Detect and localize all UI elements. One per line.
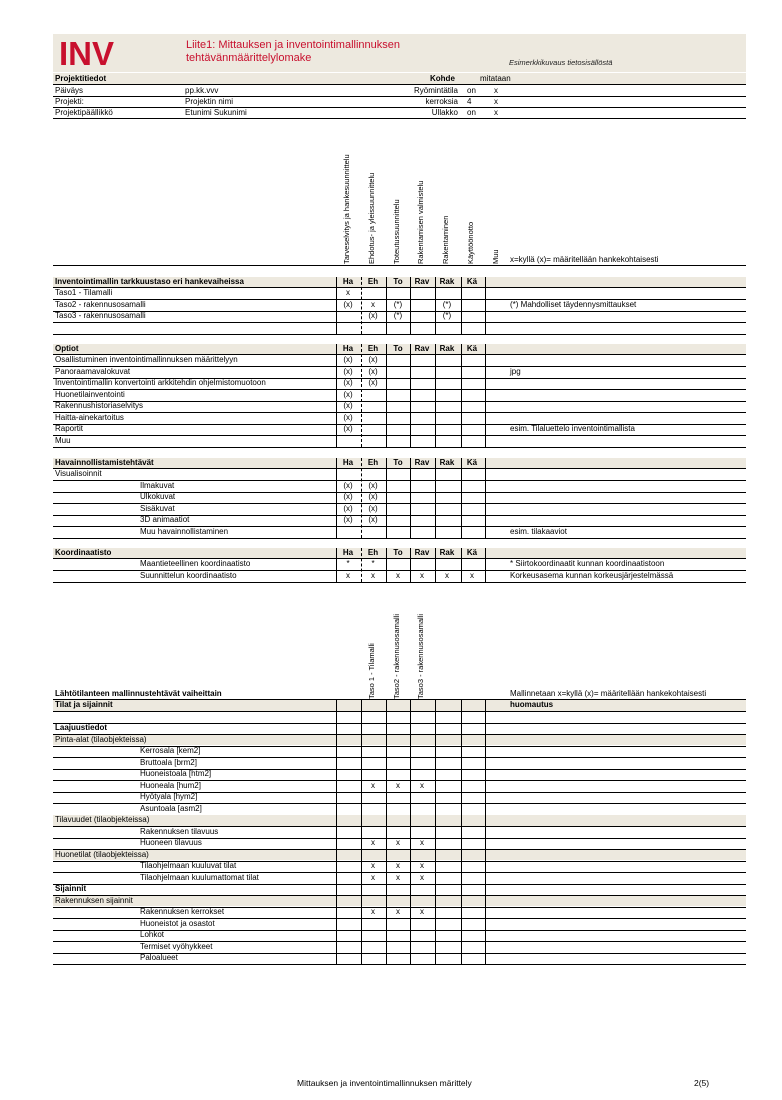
cell-mark: (x) — [368, 503, 378, 513]
cell-mark: x — [371, 907, 375, 916]
column-rule — [435, 458, 436, 538]
phase-header-rotated: Ehdotus- ja yleissuunnittelu — [367, 172, 376, 264]
row-label: Visualisoinnit — [55, 469, 102, 478]
row-label: Laajuustiedot — [55, 723, 108, 732]
column-rule — [485, 344, 486, 447]
cell-mark: x — [371, 838, 375, 847]
row-rule — [53, 401, 746, 402]
row-label: Haitta-ainekartoitus — [55, 412, 124, 422]
cell-mark: x — [396, 861, 400, 870]
column-header: Eh — [367, 458, 379, 467]
row-note: * Siirtokoordinaatit kunnan koordinaatistoon — [510, 559, 665, 568]
cell-mark: (*) — [393, 311, 403, 320]
row-rule — [53, 334, 746, 335]
column-rule — [386, 458, 387, 538]
cell-mark: x — [420, 907, 424, 916]
cell-mark: (x) — [368, 311, 378, 320]
column-rule — [336, 344, 337, 447]
row-label: Asuntoala [asm2] — [140, 803, 202, 813]
cell-mark: (x) — [368, 480, 378, 490]
row-label: Lohkot — [140, 930, 165, 939]
column-rule — [361, 699, 362, 965]
row-label: 3D animaatiot — [140, 515, 190, 524]
column-rule — [410, 344, 411, 447]
cell-mark: x — [396, 570, 400, 580]
row-label: Muu havainnollistaminen — [140, 526, 229, 536]
row-rule — [53, 884, 746, 885]
column-rule — [386, 548, 387, 582]
row-note: jpg — [510, 366, 521, 376]
row-label: Huoneistoala [htm2] — [140, 769, 212, 778]
column-rule — [461, 458, 462, 538]
section-band — [53, 700, 746, 711]
section-note: Mallinnetaan x=kyllä (x)= määritellään hankekohtaisesti — [510, 689, 707, 698]
dashed-column-rule — [361, 458, 362, 538]
dashed-column-rule — [361, 344, 362, 447]
column-header: Kä — [466, 344, 478, 353]
column-header: To — [393, 458, 403, 467]
section-title: Lähtötilanteen mallinnustehtävät vaiheittain — [55, 689, 222, 698]
column-rule — [461, 548, 462, 582]
cell-mark: x — [420, 570, 424, 580]
level-header-rotated: Taso3 - rakennusosamalli — [416, 613, 425, 699]
row-note: Korkeusasema kunnan korkeusjärjestelmässä — [510, 570, 674, 580]
row-label: Sijainnit — [55, 884, 87, 893]
cell-mark: (*) — [442, 311, 452, 320]
section-title: Koordinaatisto — [55, 548, 112, 557]
project-field-label: Päiväys — [55, 86, 84, 95]
column-header: Rav — [414, 277, 430, 286]
row-label: Osallistuminen inventointimallinnuksen määrittelyyn — [55, 355, 238, 364]
section-band — [53, 850, 746, 861]
project-heading-band — [53, 73, 746, 84]
phase-header-rotated: Muu — [491, 249, 500, 264]
row-label: Ulkokuvat — [140, 492, 176, 501]
phase-header-rotated: Rakentamisen valmistelu — [416, 180, 425, 264]
phase-header-rotated: Tarveselvitys ja hankesuunnittelu — [342, 154, 351, 264]
row-label: Tilaohjelmaan kuulumattomat tilat — [140, 872, 259, 882]
cell-mark: (x) — [343, 492, 353, 501]
row-label: Huoneistot ja osastot — [140, 918, 215, 928]
row-label: Ilmakuvat — [140, 480, 175, 490]
phase-header-rotated: Rakentaminen — [441, 215, 450, 264]
cell-mark: x — [371, 570, 375, 580]
column-header: Rak — [439, 277, 455, 286]
column-header: To — [393, 277, 403, 286]
column-header: Ha — [342, 277, 354, 286]
column-rule — [386, 699, 387, 965]
cell-mark: * — [346, 559, 350, 568]
project-field-value: pp.kk.vvv — [185, 86, 219, 95]
project-rule — [53, 118, 746, 119]
section-title: Havainnollistamistehtävät — [55, 458, 154, 467]
kohde-label: Kohde — [430, 74, 455, 83]
section-title: Optiot — [55, 344, 79, 353]
row-label: Rakennuksen kerrokset — [140, 907, 225, 916]
cell-mark: (x) — [368, 492, 378, 501]
column-rule — [435, 548, 436, 582]
cell-mark: x — [371, 780, 375, 790]
project-rule — [53, 84, 746, 85]
cell-mark: (x) — [343, 412, 353, 422]
cell-mark: (x) — [368, 515, 378, 524]
column-rule — [336, 458, 337, 538]
row-label: Taso2 - rakennusosamalli — [55, 299, 146, 309]
row-rule — [53, 435, 746, 436]
cell-mark: * — [371, 559, 375, 568]
header-rule — [53, 265, 746, 266]
project-heading: Projektitiedot — [55, 74, 107, 83]
cell-mark: x — [371, 861, 375, 870]
page-number: 2(5) — [694, 1078, 710, 1088]
example-caption: Esimerkkikuvaus tietosisällöstä — [509, 58, 613, 67]
project-x-mark: x — [494, 86, 498, 95]
row-note: huomautus — [510, 700, 554, 709]
column-rule — [336, 277, 337, 334]
cell-mark: (x) — [343, 389, 353, 399]
row-rule — [53, 424, 746, 425]
column-rule — [461, 277, 462, 334]
column-rule — [410, 277, 411, 334]
project-field-label: Projekti: — [55, 97, 84, 106]
column-rule — [435, 344, 436, 447]
cell-mark: (x) — [343, 503, 353, 513]
row-rule — [53, 964, 746, 965]
column-header: To — [393, 344, 403, 353]
row-note: esim. tilakaaviot — [510, 526, 567, 536]
cell-mark: (x) — [343, 366, 353, 376]
column-header: Kä — [466, 277, 478, 286]
column-header: Ha — [342, 548, 354, 557]
project-right-label: kerroksia — [425, 97, 458, 106]
cell-mark: x — [371, 872, 375, 882]
mitataan-label: mitataan — [480, 74, 511, 83]
column-header: Eh — [367, 344, 379, 353]
column-header: Ha — [342, 344, 354, 353]
row-label: Rakennushistoriaselvitys — [55, 401, 144, 410]
column-header: Rak — [439, 548, 455, 557]
section-rule — [53, 468, 746, 469]
row-rule — [53, 538, 746, 539]
cell-mark: (x) — [343, 424, 353, 433]
cell-mark: x — [346, 288, 350, 297]
row-label: Huonetilainventointi — [55, 389, 125, 399]
column-rule — [485, 548, 486, 582]
column-rule — [336, 548, 337, 582]
column-rule — [410, 699, 411, 965]
row-label: Taso1 - Tilamalli — [55, 288, 113, 297]
column-rule — [485, 458, 486, 538]
row-label: Sisäkuvat — [140, 503, 175, 513]
cell-mark: (x) — [368, 366, 378, 376]
cell-mark: x — [420, 861, 424, 870]
column-rule — [386, 277, 387, 334]
row-label: Tilaohjelmaan kuuluvat tilat — [140, 861, 237, 870]
row-label: Bruttoala [brm2] — [140, 757, 197, 767]
project-right-label: Ullakko — [431, 108, 458, 117]
inv-logo: INV — [59, 35, 115, 72]
row-label: Raportit — [55, 424, 84, 433]
title-line-2: tehtävänmäärittelylomake — [186, 52, 312, 64]
project-on-value: on — [467, 86, 476, 95]
cell-mark: (x) — [368, 378, 378, 387]
level-header-rotated: Taso2 - rakennusosamalli — [392, 613, 401, 699]
title-line-1: Liite1: Mittauksen ja inventointimallinnuksen — [186, 39, 401, 51]
column-rule — [485, 277, 486, 334]
row-rule — [53, 447, 746, 448]
footer-title: Mittauksen ja inventointimallinnuksen märittely — [297, 1078, 472, 1088]
cell-mark: (x) — [343, 299, 353, 309]
section-title: Inventointimallin tarkkuustaso eri hankevaiheissa — [55, 277, 244, 286]
column-rule — [485, 699, 486, 965]
phase-note: x=kyllä (x)= määritellään hankekohtaisesti — [510, 255, 659, 264]
row-note: (*) Mahdolliset täydennysmittaukset — [510, 299, 637, 309]
cell-mark: (*) — [393, 299, 403, 309]
project-field-label: Projektipäällikkö — [55, 108, 113, 117]
column-header: Rak — [439, 458, 455, 467]
column-header: Ha — [342, 458, 354, 467]
row-label: Rakennuksen sijainnit — [55, 895, 133, 905]
project-field-value: Projektin nimi — [185, 97, 234, 106]
column-header: Eh — [367, 277, 379, 286]
row-label: Pinta-alat (tilaobjekteissa) — [55, 734, 147, 744]
project-x-mark: x — [494, 97, 498, 106]
section-band — [53, 735, 746, 746]
column-rule — [435, 699, 436, 965]
column-rule — [386, 344, 387, 447]
cell-mark: (x) — [343, 378, 353, 387]
row-label: Rakennuksen tilavuus — [140, 826, 219, 836]
column-rule — [461, 699, 462, 965]
cell-mark: x — [420, 838, 424, 847]
row-rule — [53, 711, 746, 712]
row-rule — [53, 322, 746, 323]
row-label: Termiset vyöhykkeet — [140, 941, 213, 951]
column-rule — [410, 548, 411, 582]
cell-mark: x — [396, 838, 400, 847]
row-label: Hyötyala [hym2] — [140, 792, 198, 801]
cell-mark: x — [396, 907, 400, 916]
row-rule — [53, 366, 746, 367]
cell-mark: (x) — [343, 480, 353, 490]
column-rule — [336, 699, 337, 965]
project-right-label: Ryömintätila — [413, 86, 458, 95]
row-label: Maantieteellinen koordinaatisto — [140, 559, 251, 568]
column-rule — [461, 344, 462, 447]
row-rule — [53, 723, 746, 724]
phase-header-rotated: Käyttöönotto — [466, 221, 475, 264]
row-label: Huoneala [hum2] — [140, 780, 201, 790]
document-header — [53, 34, 746, 72]
dashed-column-rule — [361, 277, 362, 334]
column-header: Rav — [414, 344, 430, 353]
row-label: Inventointimallin konvertointi arkkitehdin ohjelmistomuotoon — [55, 378, 266, 387]
document-title — [186, 39, 486, 65]
row-label: Huoneen tilavuus — [140, 838, 202, 847]
section-band — [53, 815, 746, 826]
row-rule — [53, 389, 746, 390]
column-header: To — [393, 548, 403, 557]
row-label: Tilat ja sijainnit — [55, 700, 113, 709]
project-on-value: 4 — [467, 97, 472, 106]
row-label: Tilavuudet (tilaobjekteissa) — [55, 815, 150, 824]
column-rule — [410, 458, 411, 538]
phase-header-rotated: Toteutussuunnittelu — [392, 199, 401, 264]
row-label: Kerrosala [kem2] — [140, 746, 201, 755]
cell-mark: x — [420, 872, 424, 882]
dashed-column-rule — [361, 548, 362, 582]
cell-mark: x — [346, 570, 350, 580]
cell-mark: x — [396, 780, 400, 790]
row-rule — [53, 582, 746, 583]
column-header: Rak — [439, 344, 455, 353]
section-band — [53, 896, 746, 907]
cell-mark: x — [445, 570, 449, 580]
project-on-value: on — [467, 108, 476, 117]
cell-mark: (*) — [442, 299, 452, 309]
column-header: Rav — [414, 458, 430, 467]
section-rule — [53, 287, 746, 288]
cell-mark: (x) — [368, 355, 378, 364]
cell-mark: (x) — [343, 515, 353, 524]
column-rule — [435, 277, 436, 334]
row-label: Muu — [55, 435, 71, 445]
level-header-rotated: Taso 1 - Tilamalli — [367, 643, 376, 699]
project-x-mark: x — [494, 108, 498, 117]
row-label: Panoraamavalokuvat — [55, 366, 131, 376]
project-field-value: Etunimi Sukunimi — [185, 108, 247, 117]
cell-mark: x — [470, 570, 474, 580]
column-header: Eh — [367, 548, 379, 557]
column-header: Kä — [466, 458, 478, 467]
column-header: Kä — [466, 548, 478, 557]
row-rule — [53, 412, 746, 413]
row-note: esim. Tilaluettelo inventointimallista — [510, 424, 635, 433]
cell-mark: x — [396, 872, 400, 882]
row-label: Huonetilat (tilaobjekteissa) — [55, 849, 149, 859]
row-label: Taso3 - rakennusosamalli — [55, 311, 146, 320]
row-label: Suunnittelun koordinaatisto — [140, 570, 237, 580]
cell-mark: x — [420, 780, 424, 790]
cell-mark: (x) — [343, 401, 353, 410]
column-header: Rav — [414, 548, 430, 557]
row-label: Paloalueet — [140, 953, 178, 962]
cell-mark: (x) — [343, 355, 353, 364]
cell-mark: x — [371, 299, 375, 309]
